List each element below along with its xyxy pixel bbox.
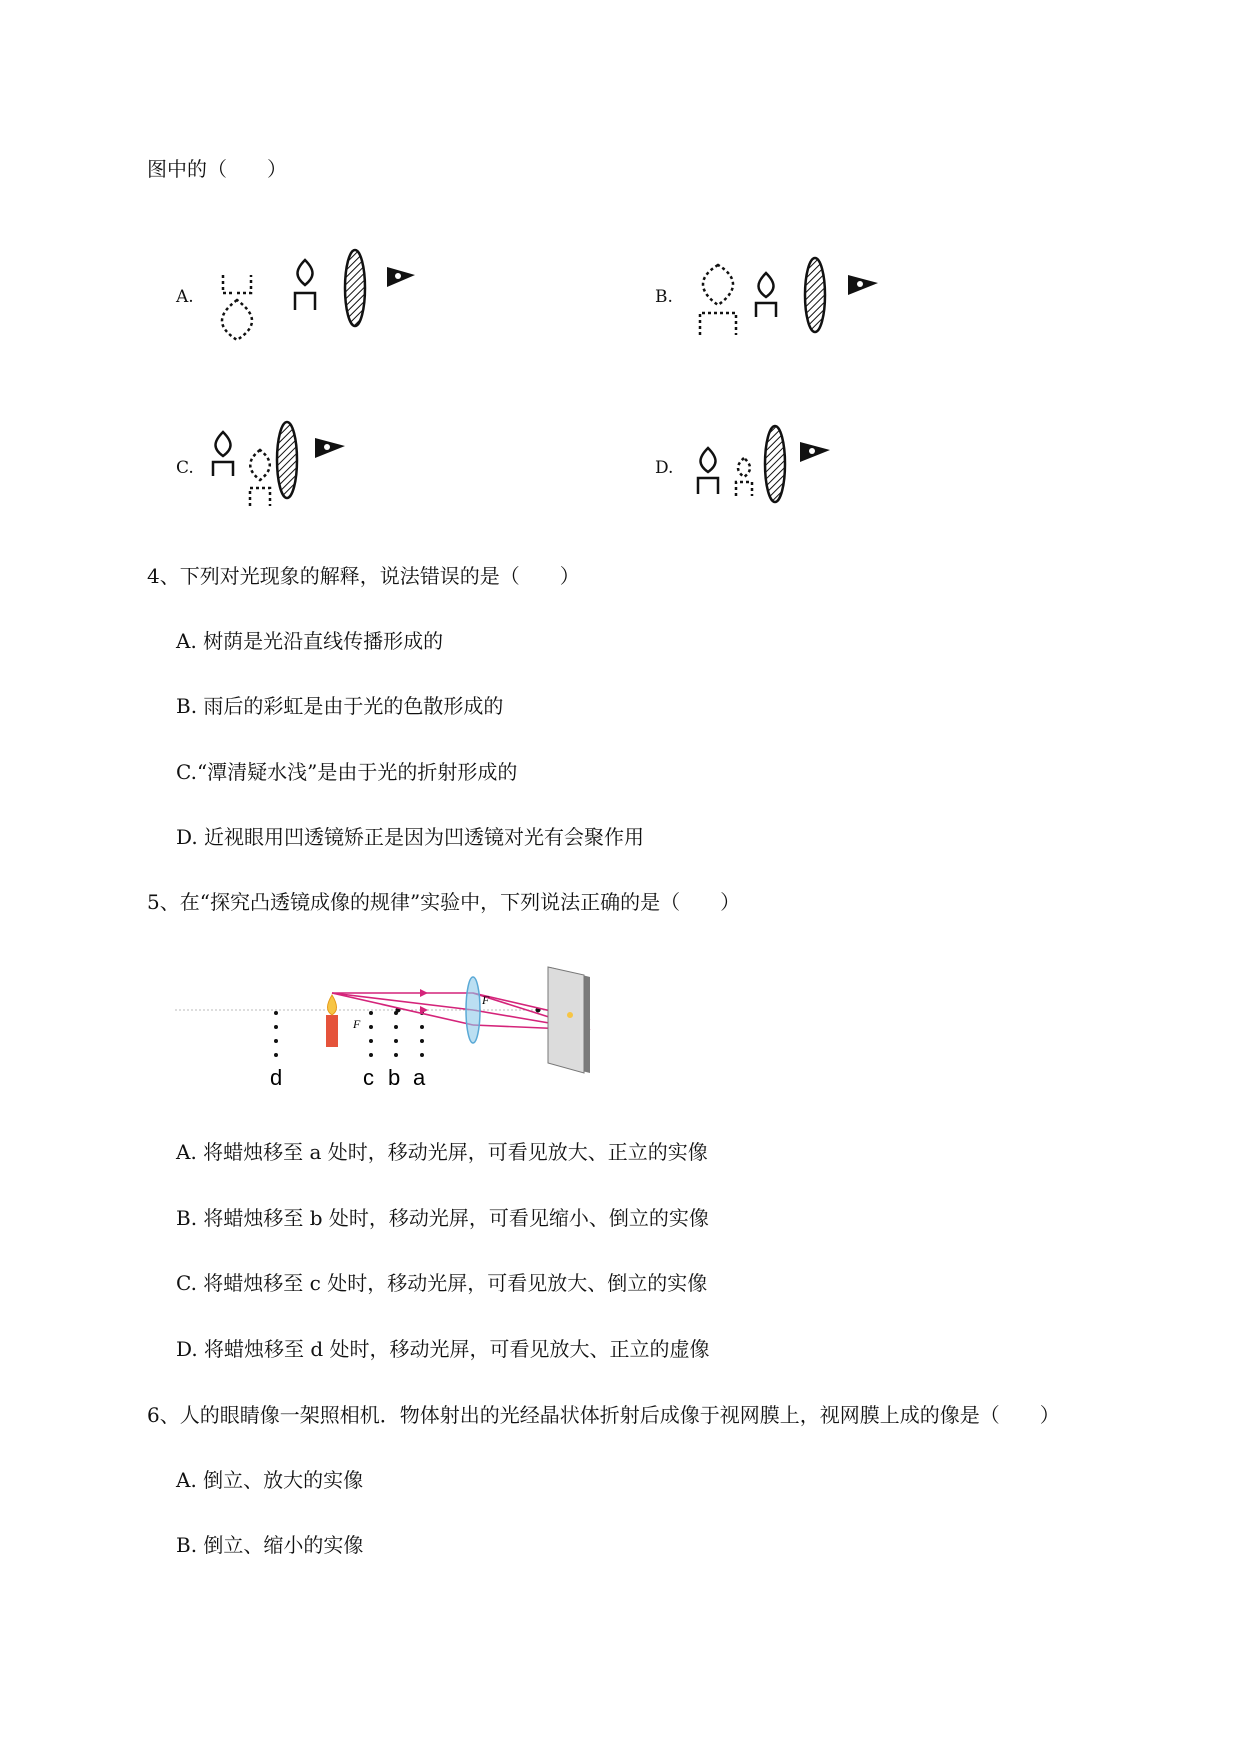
question-5-option-c: C. 将蜡烛移至 c 处时，移动光屏，可看见放大、倒立的实像 bbox=[176, 1271, 708, 1295]
q3-option-c-label: C. bbox=[176, 458, 194, 478]
q3-option-a-diagram bbox=[215, 245, 430, 350]
candle-flame bbox=[328, 995, 337, 1015]
convex-lens bbox=[466, 977, 480, 1043]
q3-option-a-label: A. bbox=[176, 287, 194, 307]
question-4-option-b: B. 雨后的彩虹是由于光的色散形成的 bbox=[176, 694, 504, 718]
question-4-option-c: C.“潭清疑水浅”是由于光的折射形成的 bbox=[176, 760, 518, 784]
question-3-continuation: 图中的（ ） bbox=[147, 157, 287, 181]
screen-image bbox=[567, 1012, 573, 1018]
light-screen bbox=[548, 967, 584, 1073]
point-label-b: b bbox=[388, 1065, 401, 1090]
question-6-option-b: B. 倒立、缩小的实像 bbox=[176, 1533, 364, 1557]
focus-label-left: F bbox=[353, 1017, 361, 1031]
focus-label-right: F bbox=[482, 993, 490, 1007]
question-4-option-d: D. 近视眼用凹透镜矫正是因为凹透镜对光有会聚作用 bbox=[176, 825, 645, 849]
point-label-d: d bbox=[270, 1065, 283, 1090]
q3-option-c-diagram bbox=[205, 410, 375, 510]
question-5-option-d: D. 将蜡烛移至 d 处时，移动光屏，可看见放大、正立的虚像 bbox=[176, 1337, 710, 1361]
lens-ray-diagram bbox=[170, 955, 640, 1105]
q3-option-b-diagram bbox=[690, 245, 905, 350]
point-label-c: c bbox=[363, 1065, 374, 1090]
q3-option-b-label: B. bbox=[655, 287, 673, 307]
question-5-option-a: A. 将蜡烛移至 a 处时，移动光屏，可看见放大、正立的实像 bbox=[176, 1140, 708, 1164]
question-6-stem: 6、人的眼睛像一架照相机．物体射出的光经晶状体折射后成像于视网膜上，视网膜上成的像是（ ） bbox=[147, 1403, 1060, 1427]
question-6-option-a: A. 倒立、放大的实像 bbox=[176, 1468, 364, 1492]
q3-option-d-label: D. bbox=[655, 458, 674, 478]
q3-option-d-diagram bbox=[690, 420, 860, 510]
question-5-option-b: B. 将蜡烛移至 b 处时，移动光屏，可看见缩小、倒立的实像 bbox=[176, 1206, 709, 1230]
candle-body bbox=[326, 1015, 338, 1047]
question-4-option-a: A. 树荫是光沿直线传播形成的 bbox=[176, 629, 444, 653]
question-5-stem: 5、在“探究凸透镜成像的规律”实验中，下列说法正确的是（ ） bbox=[147, 890, 741, 914]
point-label-a: a bbox=[413, 1065, 426, 1090]
question-4-stem: 4、下列对光现象的解释，说法错误的是（ ） bbox=[147, 564, 580, 588]
